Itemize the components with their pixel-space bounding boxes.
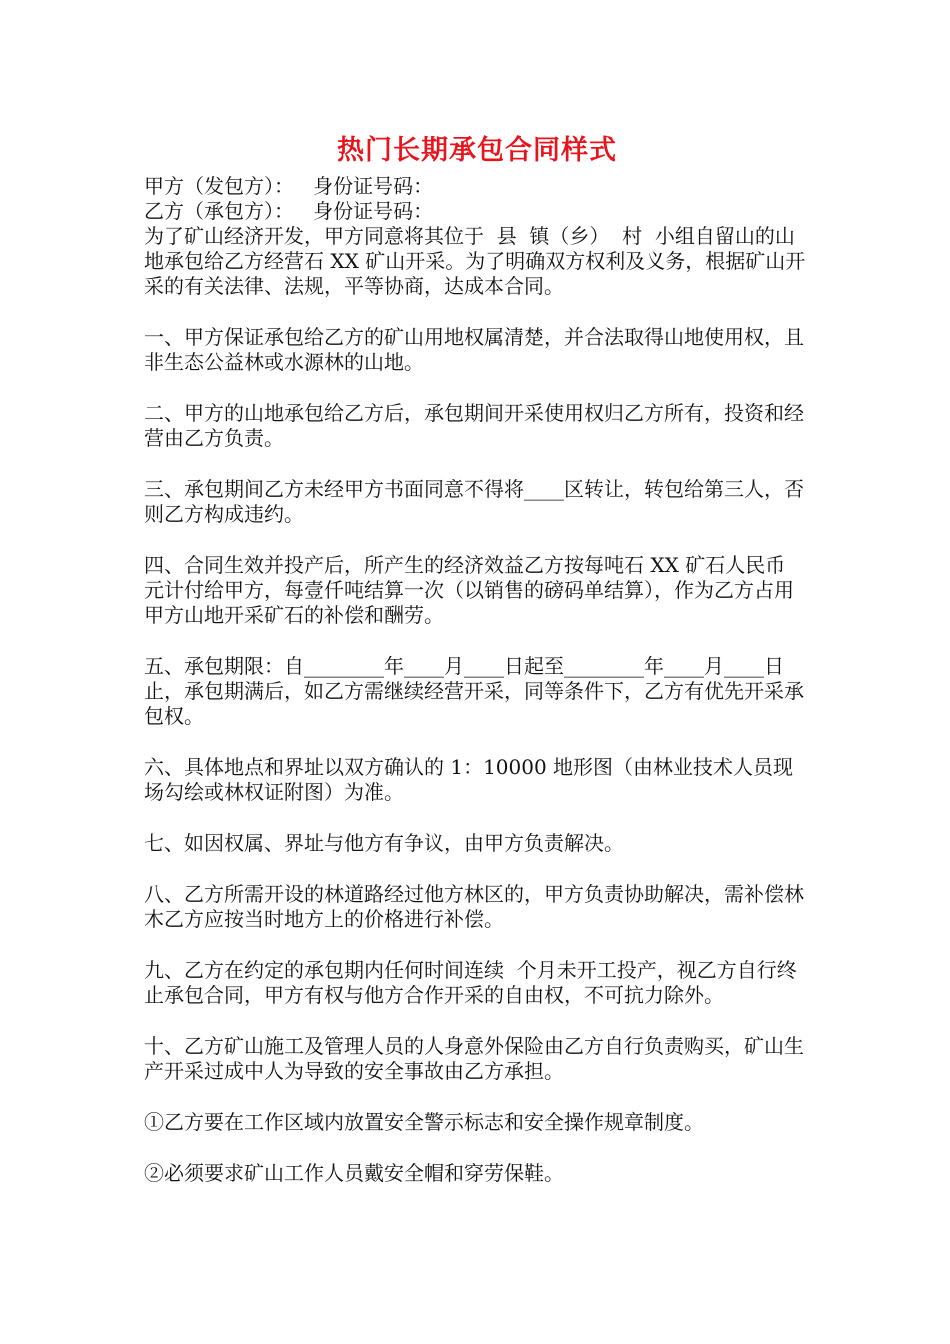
clause-8: 八、乙方所需开设的林道路经过他方林区的，甲方负责协助解决，需补偿林木乙方应按当时地方上的价格进行补偿。 (144, 882, 804, 931)
clause-9: 九、乙方在约定的承包期内任何时间连续 个月未开工投产，视乙方自行终止承包合同，甲方有权与他方合作开采的自由权，不可抗力除外。 (144, 958, 797, 1007)
sub-clause-1: ①乙方要在工作区域内放置安全警示标志和安全操作规章制度。 (144, 1110, 704, 1134)
party-a-line: 甲方（发包方）： 身份证号码： (144, 174, 434, 198)
clause-1: 一、甲方保证承包给乙方的矿山用地权属清楚，并合法取得山地使用权，且非生态公益林或水源林的山地。 (144, 325, 804, 374)
clause-6: 六、具体地点和界址以双方确认的 1：10000 地形图（由林业技术人员现场勾绘或林权证附图）为准。 (144, 755, 794, 804)
clause-2: 二、甲方的山地承包给乙方后，承包期间开采使用权归乙方所有，投资和经营由乙方负责。 (144, 401, 804, 450)
clause-7: 七、如因权属、界址与他方有争议，由甲方负责解决。 (144, 831, 624, 855)
clause-3: 三、承包期间乙方未经甲方书面同意不得将____区转让，转包给第三人，否则乙方构成违约。 (144, 477, 804, 526)
party-b-line: 乙方（承包方）： 身份证号码： (144, 199, 434, 223)
clause-5: 五、承包期限：自________年____月____日起至________年____月____日止，承包期满后，如乙方需继续经营开采，同等条件下，乙方有优先开采承包权。 (144, 654, 804, 728)
clause-10: 十、乙方矿山施工及管理人员的人身意外保险由乙方自行负责购买，矿山生产开采过成中人为导致的安全事故由乙方承担。 (144, 1034, 804, 1083)
intro-paragraph: 为了矿山经济开发，甲方同意将其位于 县 镇（乡） 村 小组自留山的山地承包给乙方经营石 XX 矿山开采。为了明确双方权利及义务，根据矿山开采的有关法律、法规，平等协商，达成本合同。 (144, 224, 806, 298)
document-title: 热门长期承包合同样式 (337, 135, 617, 166)
sub-clause-2: ②必须要求矿山工作人员戴安全帽和穿劳保鞋。 (144, 1161, 564, 1185)
clause-4: 四、合同生效并投产后，所产生的经济效益乙方按每吨石 XX 矿石人民币 元计付给甲方，每壹仟吨结算一次（以销售的磅码单结算），作为乙方占用甲方山地开采矿石的补偿和酬劳。 (144, 553, 798, 627)
